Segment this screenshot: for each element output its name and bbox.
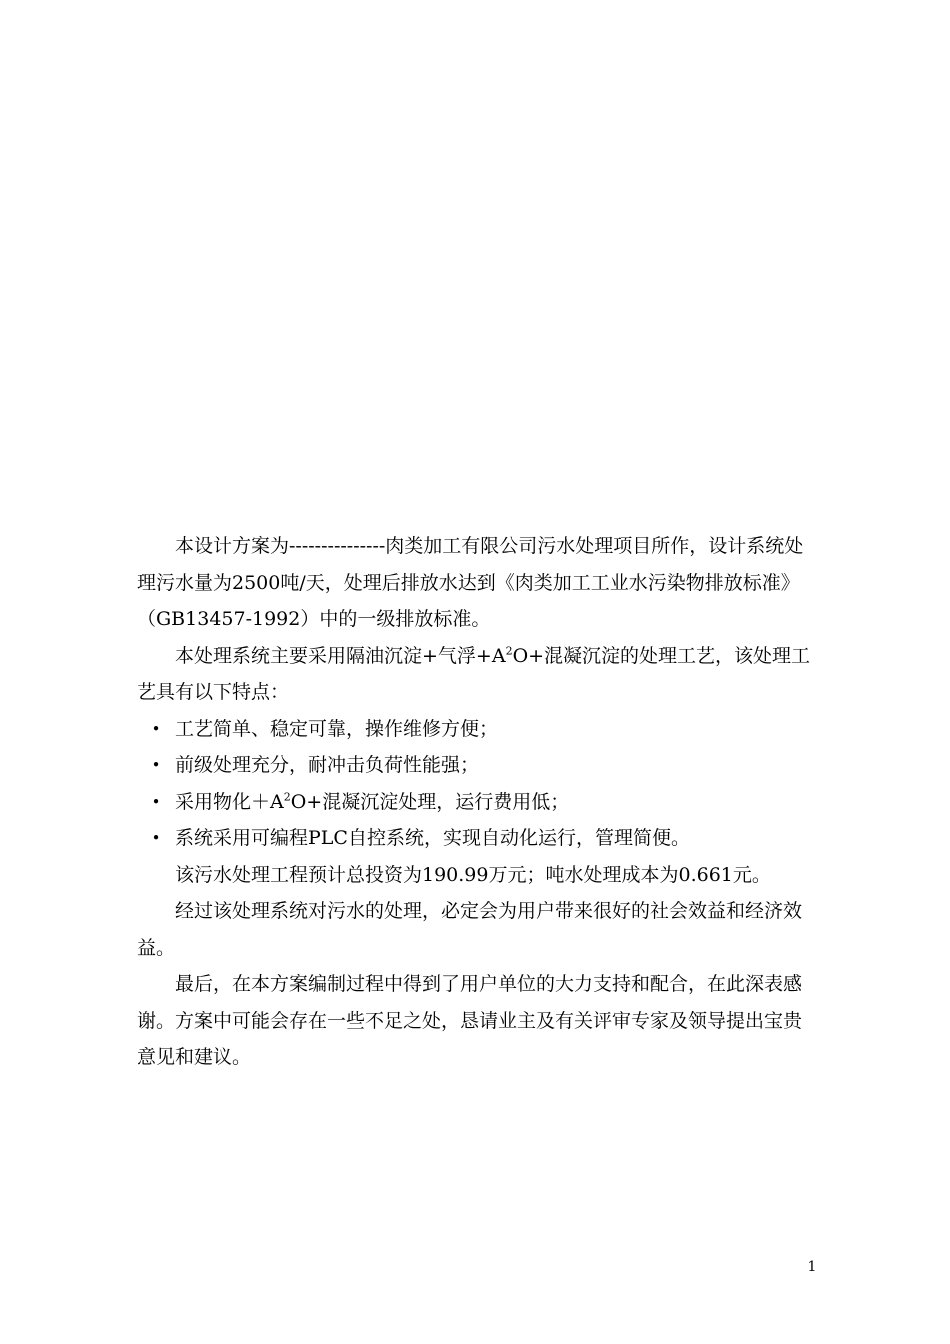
- bullet-icon: •: [151, 719, 161, 738]
- process-superscript: 2: [505, 644, 513, 658]
- list-item: [137, 711, 817, 748]
- process-text-end: O+混凝沉淀的处理工艺，该处理工艺具有以下特点：: [137, 644, 811, 703]
- investment-paragraph: 该污水处理工程预计总投资为190.99万元；吨水处理成本为0.661元。: [175, 863, 771, 886]
- list-item: [137, 784, 817, 821]
- list-item-superscript: 2: [283, 790, 291, 804]
- list-item-text-start: 采用物化＋A: [175, 790, 284, 813]
- bullet-icon: •: [151, 829, 161, 847]
- list-item-text: 系统采用可编程PLC自控系统，实现自动化运行，管理简便。: [175, 827, 690, 849]
- page-number: 1: [807, 1259, 817, 1275]
- intro-paragraph: 本设计方案为---------------肉类加工有限公司污水处理项目所作，设计系统处理污水量为2500吨/天，处理后排放水达到《肉类加工工业水污染物排放标准》（GB13457-1992）中的一级排放标准。: [137, 535, 804, 630]
- bullet-icon: •: [151, 792, 161, 811]
- list-item-text: 前级处理充分，耐冲击负荷性能强；: [175, 754, 480, 776]
- list-item: [137, 820, 817, 857]
- list-item-text: [175, 791, 569, 813]
- process-paragraph: [137, 638, 817, 711]
- list-item-text-end: O+混凝沉淀处理，运行费用低；: [290, 790, 570, 813]
- list-item-text: 工艺简单、稳定可靠，操作维修方便；: [175, 717, 499, 740]
- bullet-icon: •: [151, 756, 161, 774]
- feature-list: [137, 711, 817, 857]
- process-text-start: 本处理系统主要采用隔油沉淀+气浮+A: [175, 644, 506, 667]
- thanks-paragraph: 最后，在本方案编制过程中得到了用户单位的大力支持和配合，在此深表感谢。方案中可能会存在一些不足之处，恳请业主及有关评审专家及领导提出宝贵意见和建议。: [137, 973, 803, 1068]
- benefit-paragraph: 经过该处理系统对污水的处理，必定会为用户带来很好的社会效益和经济效益。: [137, 900, 803, 959]
- list-item: [137, 747, 817, 784]
- document-body: [137, 528, 817, 1076]
